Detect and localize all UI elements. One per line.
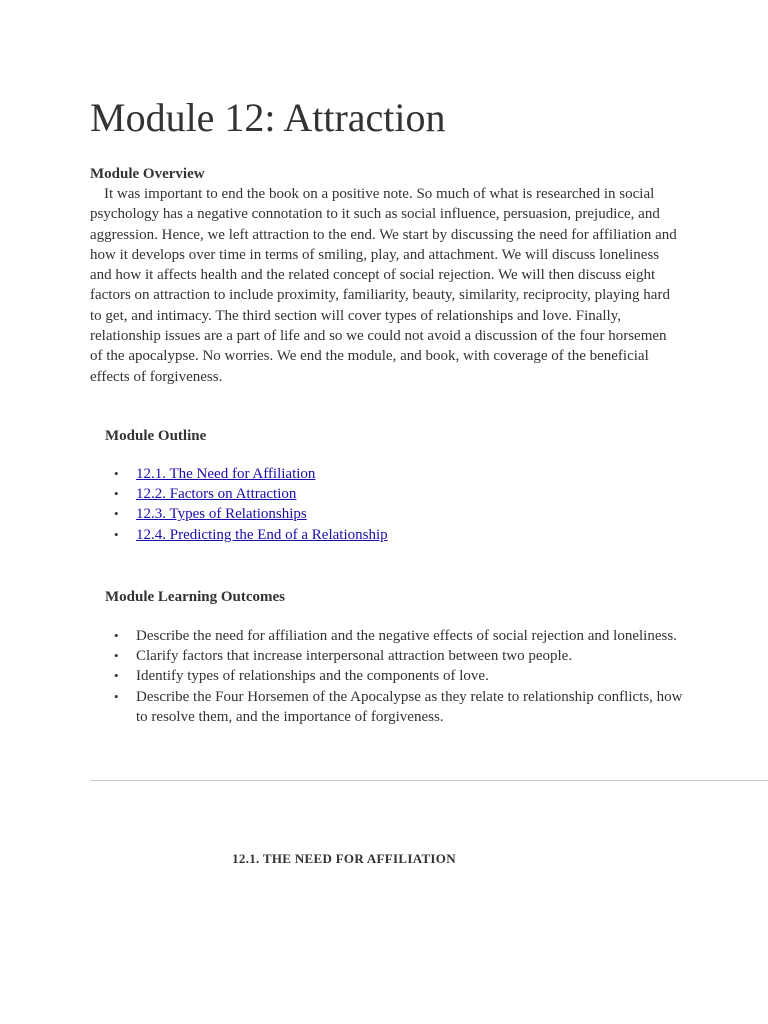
outcome-item (90, 687, 690, 727)
bullet-icon: • (114, 506, 119, 522)
bullet-icon: • (114, 526, 119, 542)
outcome-text: Clarify factors that increase interpersonal attraction between two people. (136, 648, 573, 665)
outcome-item (90, 666, 690, 686)
outcome-text: Identify types of relationships and the components of love. (136, 668, 489, 685)
module-overview-text: It was important to end the book on a positive note. So much of what is researched in social psychology has a negative connotation to it such as social influence, persuasion, prejudice, and aggression. Hence, we left attraction to the end. We start by discussing the need for affiliation and how it develops over time in terms of smiling, play, and attachment. We will discuss loneliness and how it affects health and the related concept of social rejection. We will then discuss eight factors on attraction to include proximity, familiarity, beauty, similarity, reciprocity, playing hard to get, and intimacy. The third section will cover types of relationships and love. Finally, relationship issues are a part of life and so we could not avoid a discussion of the four horsemen of the apocalypse. No worries. We end the module, and book, with coverage of the beneficial effects of forgiveness. (90, 186, 677, 385)
outline-item (90, 464, 690, 484)
learning-outcomes-list (90, 626, 690, 727)
outline-item (90, 504, 690, 524)
section-heading: 12.1. THE NEED FOR AFFILIATION (232, 851, 456, 866)
learning-outcomes-heading: Module Learning Outcomes (105, 589, 285, 605)
outcome-item (90, 626, 690, 646)
outline-item (90, 484, 690, 504)
outcome-item (90, 646, 690, 666)
outline-link-factors-on-attraction[interactable]: 12.2. Factors on Attraction (136, 486, 297, 503)
section-divider (90, 780, 768, 781)
module-outline-list (90, 464, 690, 545)
outline-link-types-of-relationships[interactable]: 12.3. Types of Relationships (136, 506, 307, 523)
page-title: Module 12: Attraction (90, 95, 446, 140)
bullet-icon: • (114, 648, 119, 664)
bullet-icon: • (114, 486, 119, 502)
bullet-icon: • (114, 628, 119, 643)
outcome-text: Describe the Four Horsemen of the Apocalypse as they relate to relationship conflicts, how to resolve them, and the importance of forgiveness. (136, 688, 683, 725)
outline-link-need-for-affiliation[interactable]: 12.1. The Need for Affiliation (136, 466, 316, 482)
module-overview-heading: Module Overview (90, 166, 205, 182)
outcome-text: Describe the need for affiliation and the negative effects of social rejection and loneliness. (136, 628, 677, 644)
outline-link-predicting-end[interactable]: 12.4. Predicting the End of a Relationship (136, 526, 388, 543)
module-outline-heading: Module Outline (105, 428, 207, 444)
bullet-icon: • (114, 668, 119, 684)
outline-item (90, 525, 690, 545)
bullet-icon: • (114, 688, 119, 704)
bullet-icon: • (114, 466, 119, 481)
